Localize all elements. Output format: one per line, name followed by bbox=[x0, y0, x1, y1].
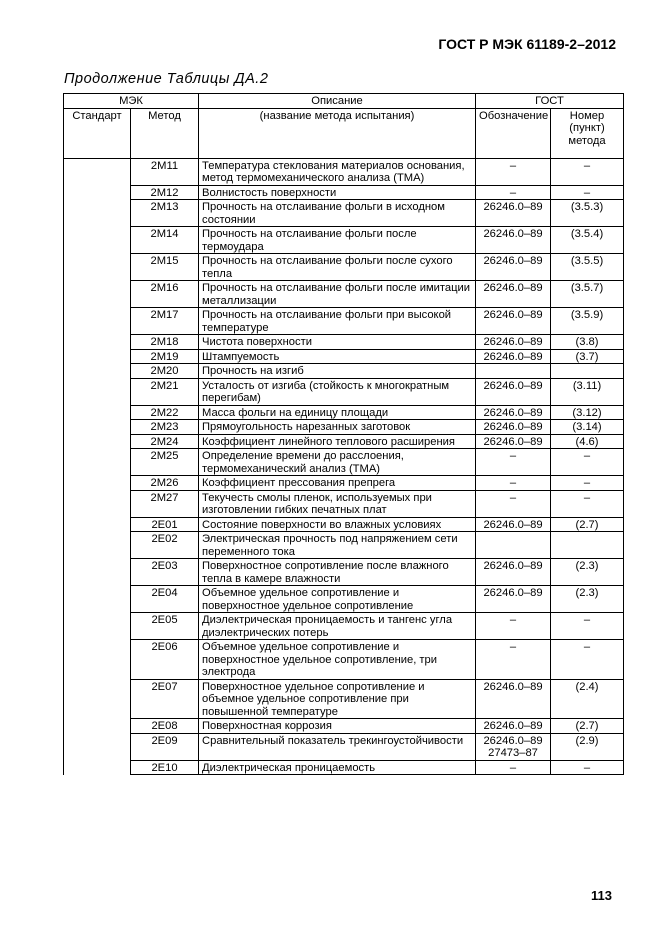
description-cell: Волнистость поверхности bbox=[199, 185, 476, 200]
method-cell: 2E06 bbox=[131, 640, 199, 680]
method-cell: 2M27 bbox=[131, 490, 199, 517]
number-cell: (3.5.9) bbox=[551, 308, 624, 335]
table-row bbox=[64, 613, 624, 640]
table-row bbox=[64, 476, 624, 491]
method-cell: 2M11 bbox=[131, 158, 199, 185]
designation-cell: – bbox=[476, 613, 551, 640]
description-cell: Прочность на отслаивание фольги в исходном состоянии bbox=[199, 200, 476, 227]
designation-cell: 26246.0–89 bbox=[476, 719, 551, 734]
method-cell: 2M17 bbox=[131, 308, 199, 335]
methods-table bbox=[63, 93, 624, 775]
number-cell: (2.7) bbox=[551, 719, 624, 734]
designation-cell: – bbox=[476, 449, 551, 476]
method-cell: 2M15 bbox=[131, 254, 199, 281]
description-cell: Электрическая прочность под напряжением сети переменного тока bbox=[199, 532, 476, 559]
description-cell: Диэлектрическая проницаемость bbox=[199, 760, 476, 775]
number-cell bbox=[551, 364, 624, 379]
number-cell: (2.7) bbox=[551, 517, 624, 532]
table-row bbox=[64, 378, 624, 405]
table-row bbox=[64, 185, 624, 200]
description-cell: Объемное удельное сопротивление и поверхностное удельное сопротивление bbox=[199, 586, 476, 613]
method-cell: 2M22 bbox=[131, 405, 199, 420]
number-cell: (3.11) bbox=[551, 378, 624, 405]
designation-cell: 26246.0–89 bbox=[476, 405, 551, 420]
table-row bbox=[64, 254, 624, 281]
designation-cell: 26246.0–89 bbox=[476, 420, 551, 435]
designation-cell: – bbox=[476, 640, 551, 680]
designation-cell: 26246.0–89 bbox=[476, 378, 551, 405]
method-cell: 2E02 bbox=[131, 532, 199, 559]
designation-cell: – bbox=[476, 476, 551, 491]
table-row bbox=[64, 733, 624, 760]
designation-cell bbox=[476, 364, 551, 379]
designation-cell: 26246.0–89 bbox=[476, 308, 551, 335]
number-cell: – bbox=[551, 449, 624, 476]
number-cell: (2.9) bbox=[551, 733, 624, 760]
number-cell: (3.14) bbox=[551, 420, 624, 435]
number-cell bbox=[551, 532, 624, 559]
table-row bbox=[64, 405, 624, 420]
table-row bbox=[64, 420, 624, 435]
table-row bbox=[64, 490, 624, 517]
number-cell: (4.6) bbox=[551, 434, 624, 449]
number-cell: – bbox=[551, 760, 624, 775]
method-cell: 2M19 bbox=[131, 349, 199, 364]
description-cell: Определение времени до расслоения, термомеханический анализ (ТМА) bbox=[199, 449, 476, 476]
method-cell: 2E01 bbox=[131, 517, 199, 532]
table-row bbox=[64, 364, 624, 379]
description-header: Описание bbox=[199, 94, 476, 109]
description-cell: Сравнительный показатель трекингоустойчивости bbox=[199, 733, 476, 760]
table-row bbox=[64, 559, 624, 586]
description-cell: Прочность на отслаивание фольги при высокой температуре bbox=[199, 308, 476, 335]
designation-header: Обозначение bbox=[476, 108, 551, 158]
description-cell: Состояние поверхности во влажных условиях bbox=[199, 517, 476, 532]
table-row bbox=[64, 719, 624, 734]
method-cell: 2E07 bbox=[131, 679, 199, 719]
method-cell: 2M21 bbox=[131, 378, 199, 405]
designation-cell: 26246.0–89 bbox=[476, 335, 551, 350]
number-cell: (3.5.7) bbox=[551, 281, 624, 308]
method-cell: 2E03 bbox=[131, 559, 199, 586]
method-cell: 2M23 bbox=[131, 420, 199, 435]
designation-cell: 26246.0–89 27473–87 bbox=[476, 733, 551, 760]
description-cell: Прочность на отслаивание фольги после термоудара bbox=[199, 227, 476, 254]
table-row bbox=[64, 532, 624, 559]
description-cell: Поверхностное сопротивление после влажного тепла в камере влажности bbox=[199, 559, 476, 586]
designation-cell: 26246.0–89 bbox=[476, 434, 551, 449]
table-row bbox=[64, 281, 624, 308]
number-cell: (2.3) bbox=[551, 559, 624, 586]
number-header: Номер (пункт) метода bbox=[551, 108, 624, 158]
designation-cell: 26246.0–89 bbox=[476, 559, 551, 586]
number-cell: – bbox=[551, 158, 624, 185]
table-body bbox=[64, 158, 624, 775]
method-cell: 2M25 bbox=[131, 449, 199, 476]
method-cell: 2E08 bbox=[131, 719, 199, 734]
designation-cell: 26246.0–89 bbox=[476, 254, 551, 281]
table-row bbox=[64, 640, 624, 680]
description-cell: Текучесть смолы пленок, используемых при изготовлении гибких печатных плат bbox=[199, 490, 476, 517]
description-cell: Прочность на изгиб bbox=[199, 364, 476, 379]
designation-cell: 26246.0–89 bbox=[476, 586, 551, 613]
table-row bbox=[64, 434, 624, 449]
method-cell: 2M13 bbox=[131, 200, 199, 227]
method-cell: 2M16 bbox=[131, 281, 199, 308]
description-cell: Прочность на отслаивание фольги после сухого тепла bbox=[199, 254, 476, 281]
table-row bbox=[64, 158, 624, 185]
description-cell: Коэффициент линейного теплового расширения bbox=[199, 434, 476, 449]
table-row bbox=[64, 449, 624, 476]
designation-cell: – bbox=[476, 185, 551, 200]
number-cell: – bbox=[551, 185, 624, 200]
number-cell: (2.4) bbox=[551, 679, 624, 719]
description-cell: Штампуемость bbox=[199, 349, 476, 364]
number-cell: (3.7) bbox=[551, 349, 624, 364]
table-row bbox=[64, 679, 624, 719]
table-row bbox=[64, 335, 624, 350]
table-row bbox=[64, 200, 624, 227]
table-row bbox=[64, 308, 624, 335]
designation-cell: 26246.0–89 bbox=[476, 517, 551, 532]
method-cell: 2M18 bbox=[131, 335, 199, 350]
method-cell: 2E10 bbox=[131, 760, 199, 775]
gost-header: ГОСТ bbox=[476, 94, 624, 109]
description-cell: Диэлектрическая проницаемость и тангенс угла диэлектрических потерь bbox=[199, 613, 476, 640]
standard-cell bbox=[64, 158, 131, 775]
designation-cell: – bbox=[476, 760, 551, 775]
number-cell: (3.5.4) bbox=[551, 227, 624, 254]
number-cell: – bbox=[551, 613, 624, 640]
method-cell: 2M14 bbox=[131, 227, 199, 254]
number-cell: (3.5.5) bbox=[551, 254, 624, 281]
designation-cell: – bbox=[476, 158, 551, 185]
description-cell: Объемное удельное сопротивление и поверхностное удельное сопротивление, три электрода bbox=[199, 640, 476, 680]
iec-header: МЭК bbox=[64, 94, 199, 109]
designation-cell: – bbox=[476, 490, 551, 517]
table-row bbox=[64, 349, 624, 364]
designation-cell: 26246.0–89 bbox=[476, 200, 551, 227]
method-cell: 2M24 bbox=[131, 434, 199, 449]
description-cell: Масса фольги на единицу площади bbox=[199, 405, 476, 420]
description-cell: Поверхностная коррозия bbox=[199, 719, 476, 734]
designation-cell: 26246.0–89 bbox=[476, 349, 551, 364]
method-cell: 2E04 bbox=[131, 586, 199, 613]
description-cell: Температура стеклования материалов основания, метод термомеханического анализа (ТМА) bbox=[199, 158, 476, 185]
number-cell: (3.12) bbox=[551, 405, 624, 420]
number-cell: – bbox=[551, 640, 624, 680]
table-caption: Продолжение Таблицы ДА.2 bbox=[64, 71, 269, 87]
designation-cell: 26246.0–89 bbox=[476, 679, 551, 719]
standard-header: Стандарт bbox=[64, 108, 131, 158]
table-row bbox=[64, 586, 624, 613]
number-cell: – bbox=[551, 490, 624, 517]
designation-cell: 26246.0–89 bbox=[476, 227, 551, 254]
description-cell: Чистота поверхности bbox=[199, 335, 476, 350]
description-cell: Прочность на отслаивание фольги после имитации металлизации bbox=[199, 281, 476, 308]
number-cell: (3.5.3) bbox=[551, 200, 624, 227]
method-cell: 2M20 bbox=[131, 364, 199, 379]
method-cell: 2E09 bbox=[131, 733, 199, 760]
table-row bbox=[64, 227, 624, 254]
number-cell: – bbox=[551, 476, 624, 491]
description-subheader: (название метода испытания) bbox=[199, 108, 476, 158]
table-row bbox=[64, 760, 624, 775]
description-cell: Усталость от изгиба (стойкость к многократным перегибам) bbox=[199, 378, 476, 405]
method-cell: 2E05 bbox=[131, 613, 199, 640]
description-cell: Прямоугольность нарезанных заготовок bbox=[199, 420, 476, 435]
standard-id: ГОСТ Р МЭК 61189-2–2012 bbox=[438, 36, 616, 52]
designation-cell: 26246.0–89 bbox=[476, 281, 551, 308]
method-header: Метод bbox=[131, 108, 199, 158]
designation-cell bbox=[476, 532, 551, 559]
method-cell: 2M26 bbox=[131, 476, 199, 491]
page-number: 113 bbox=[591, 888, 612, 903]
number-cell: (3.8) bbox=[551, 335, 624, 350]
number-cell: (2.3) bbox=[551, 586, 624, 613]
description-cell: Коэффициент прессования препрега bbox=[199, 476, 476, 491]
description-cell: Поверхностное удельное сопротивление и объемное удельное сопротивление при повышенной температуре bbox=[199, 679, 476, 719]
table-row bbox=[64, 517, 624, 532]
method-cell: 2M12 bbox=[131, 185, 199, 200]
